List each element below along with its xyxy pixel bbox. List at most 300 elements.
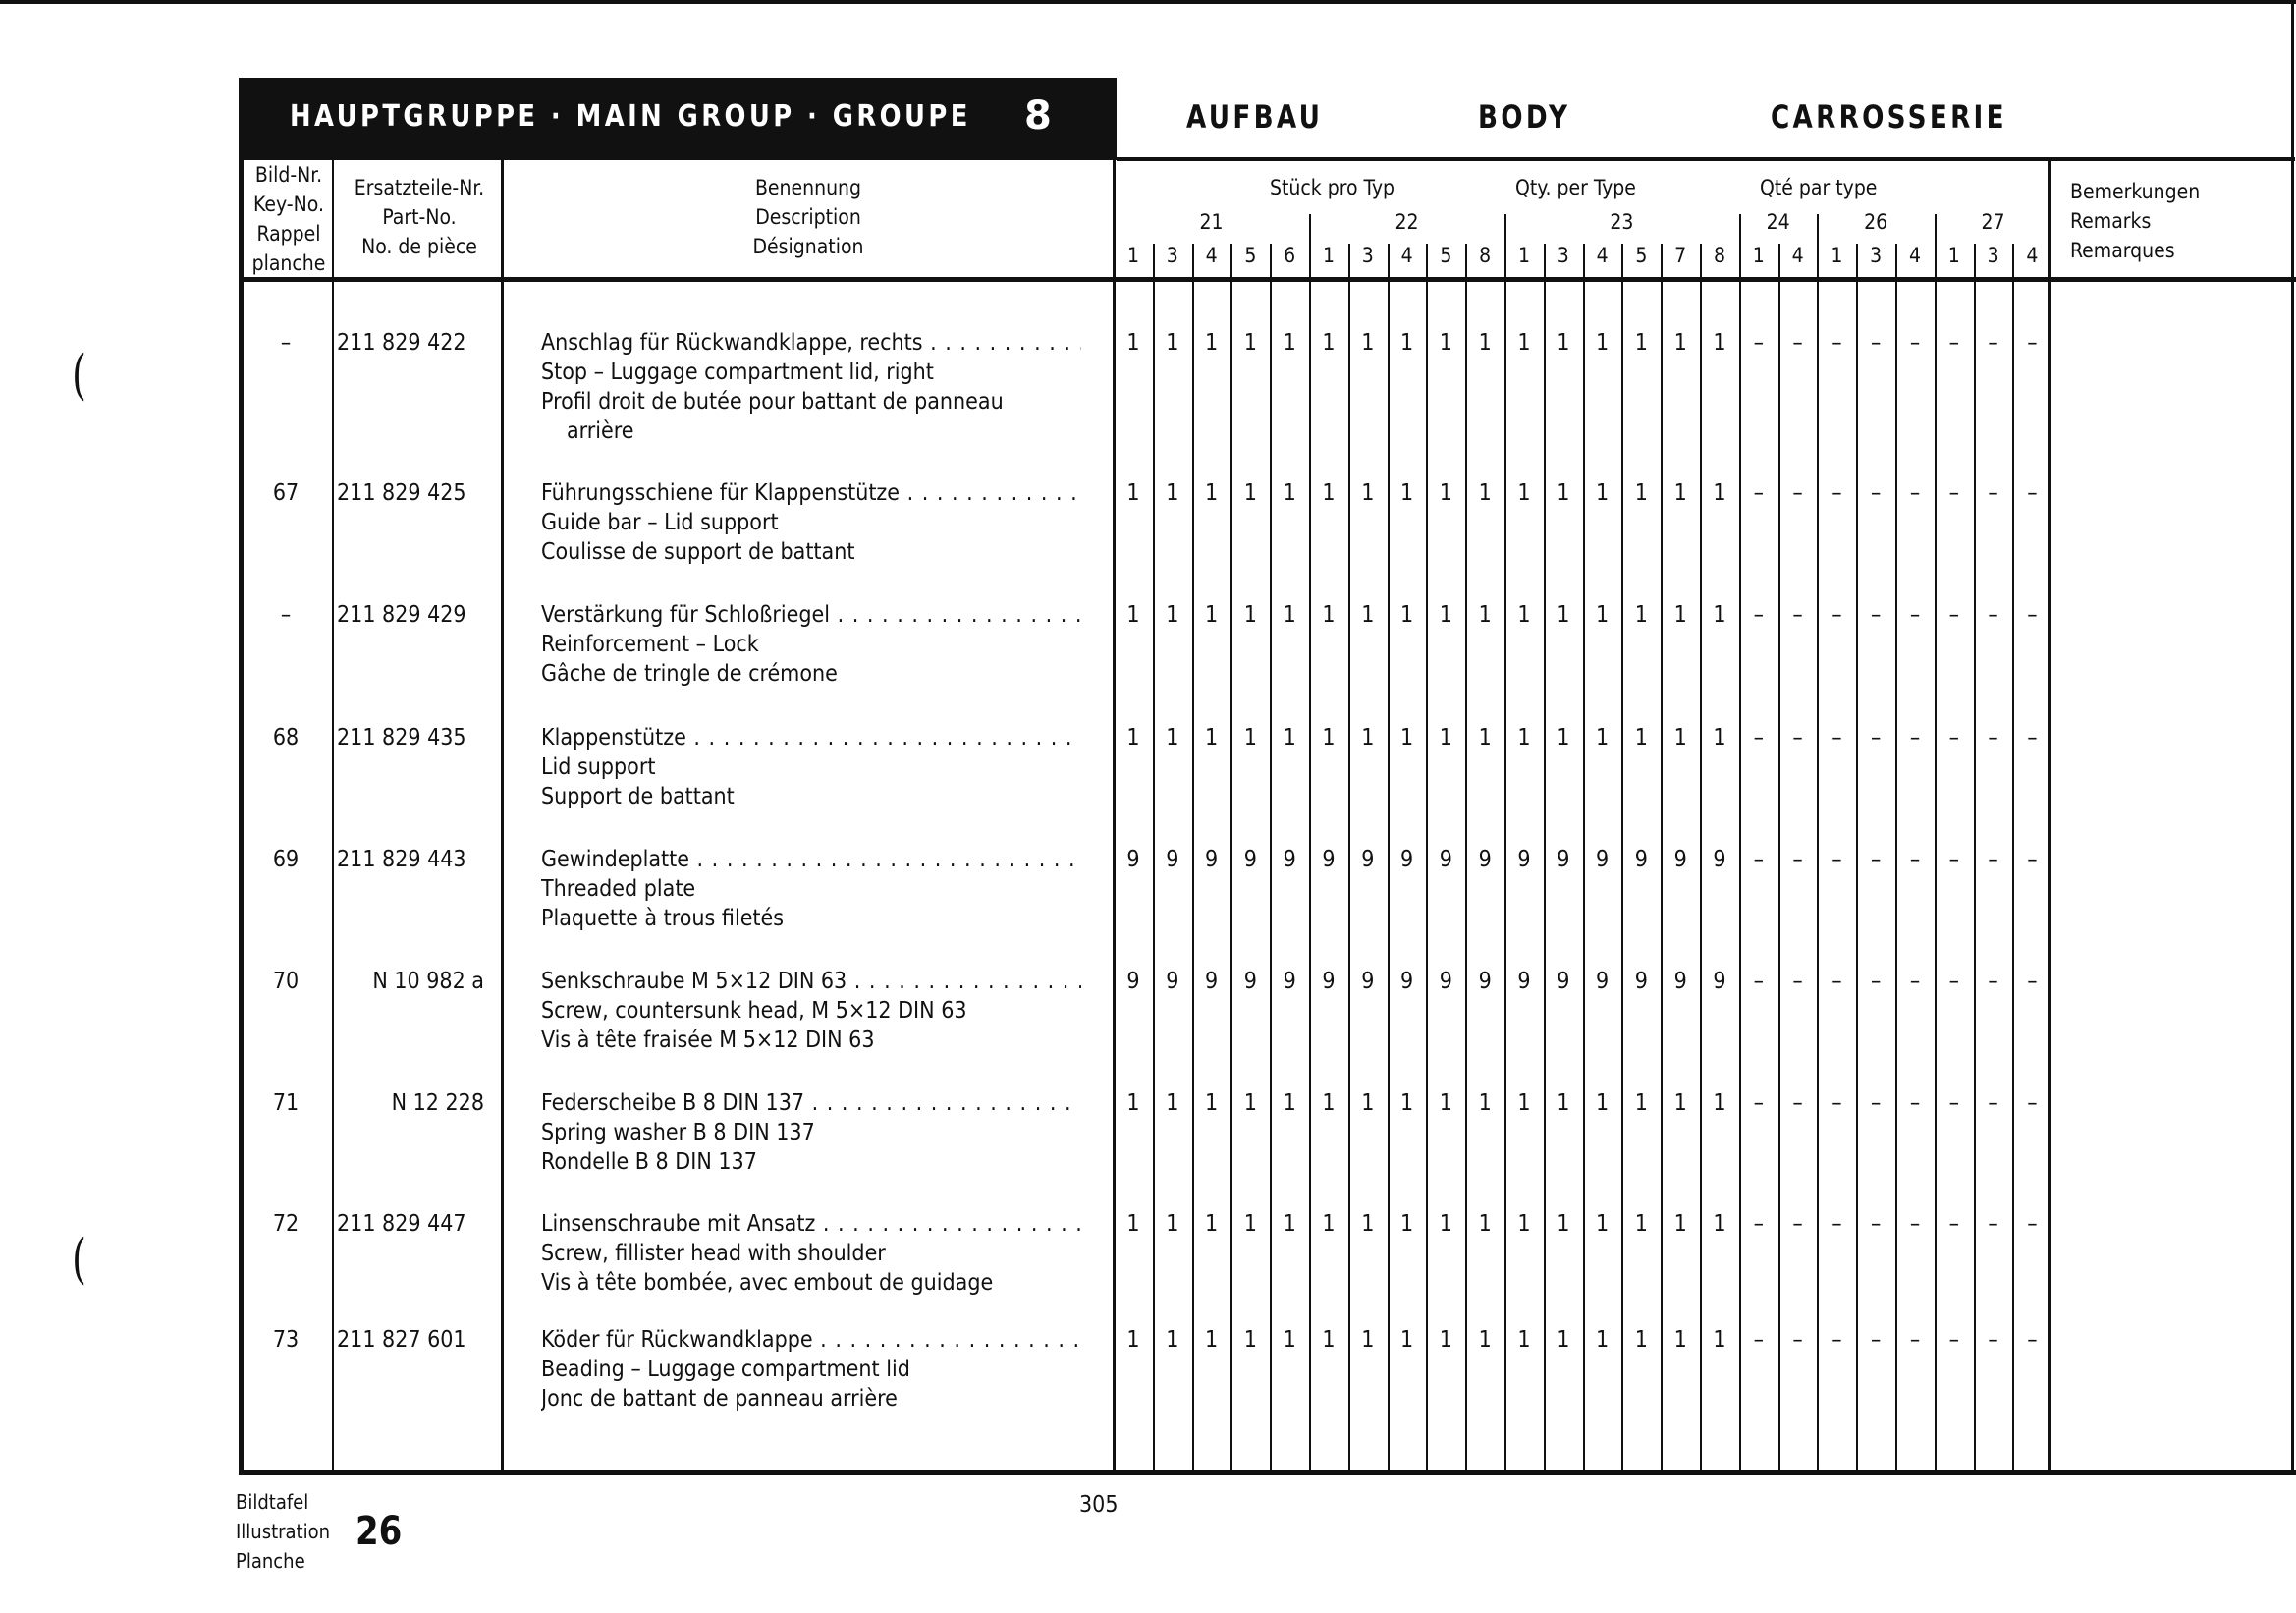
qty-cell: 1 <box>1478 725 1492 751</box>
qty-cell: – <box>1871 969 1882 994</box>
qty-cell: 1 <box>1283 480 1296 506</box>
qty-cell: 9 <box>1478 847 1492 872</box>
qty-cell: – <box>1831 480 1842 506</box>
qty-cell: 1 <box>1634 725 1648 751</box>
qty-cell: 1 <box>1322 1211 1336 1237</box>
qty-cell: 1 <box>1322 725 1336 751</box>
qty-cell: 1 <box>1673 330 1687 356</box>
qty-cell: 9 <box>1478 969 1492 994</box>
qty-cell: – <box>1871 330 1882 356</box>
qty-cell: – <box>1988 969 1998 994</box>
description-fr: Vis à tête fraisée M 5×12 DIN 63 <box>541 1028 875 1053</box>
qty-cell: 1 <box>1126 1090 1140 1116</box>
qty-cell: 1 <box>1166 1211 1179 1237</box>
qty-cell: 1 <box>1596 480 1610 506</box>
qty-cell: 1 <box>1126 1211 1140 1237</box>
qty-cell: 9 <box>1166 847 1179 872</box>
table-bottom-rule <box>239 1470 2296 1475</box>
scan-top-edge <box>0 0 2296 4</box>
qty-cell: 1 <box>1596 602 1610 628</box>
qty-cell: – <box>1948 602 1959 628</box>
key-number: – <box>280 330 292 356</box>
type-group-22: 22 <box>1394 210 1419 234</box>
qty-cell: 1 <box>1634 480 1648 506</box>
key-number: 70 <box>272 969 300 994</box>
qty-cell: – <box>1909 480 1921 506</box>
qty-cell: 1 <box>1283 602 1296 628</box>
subtype-22-1: 1 <box>1322 244 1336 267</box>
type-group-24: 24 <box>1766 210 1790 234</box>
qty-cell: 1 <box>1205 330 1219 356</box>
qty-cell: 1 <box>1400 480 1414 506</box>
qty-cell: – <box>1988 330 1998 356</box>
qty-cell: – <box>1909 1327 1921 1353</box>
qty-cell: – <box>1948 1327 1959 1353</box>
qty-cell: – <box>1988 1327 1998 1353</box>
qty-cell: 1 <box>1517 1090 1531 1116</box>
description-en: Reinforcement – Lock <box>541 632 759 657</box>
qty-cell: 1 <box>1673 725 1687 751</box>
qty-cell: 1 <box>1283 725 1296 751</box>
binder-hole-mark: ( <box>72 1228 86 1290</box>
qty-cell: 9 <box>1517 847 1531 872</box>
header-bottom-rule <box>239 277 2296 282</box>
qty-cell: 1 <box>1400 602 1414 628</box>
qty-cell: 1 <box>1400 725 1414 751</box>
qty-cell: 1 <box>1557 725 1570 751</box>
qty-cell: 1 <box>1439 480 1452 506</box>
type-group-26: 26 <box>1864 210 1888 234</box>
qty-cell: 1 <box>1283 1211 1296 1237</box>
description-de: Senkschraube M 5×12 DIN 63 . . . <box>541 967 1081 996</box>
qty-cell: 1 <box>1713 602 1726 628</box>
description <box>541 478 1081 567</box>
description <box>541 328 1081 446</box>
qty-cell: 1 <box>1166 330 1179 356</box>
qty-cell: 1 <box>1517 480 1531 506</box>
qty-cell: 1 <box>1478 1327 1492 1353</box>
description <box>541 723 1081 811</box>
qty-cell: 1 <box>1634 602 1648 628</box>
qty-cell: 1 <box>1634 330 1648 356</box>
qty-cell: 9 <box>1126 969 1140 994</box>
qty-cell: – <box>1948 969 1959 994</box>
qty-cell: 1 <box>1243 1327 1257 1353</box>
qty-cell: 1 <box>1557 480 1570 506</box>
qty-cell: 1 <box>1322 1090 1336 1116</box>
qty-cell: – <box>1988 847 1998 872</box>
subtype-22-5: 5 <box>1440 244 1452 267</box>
description-de: Anschlag für Rückwandklappe, rechts . . . <box>541 328 1081 358</box>
subtype-27-1: 1 <box>1947 244 1960 267</box>
qty-cell: – <box>1831 1211 1842 1237</box>
qty-cell: 1 <box>1205 1327 1219 1353</box>
subtype-24-4: 4 <box>1791 244 1804 267</box>
subtype-21-5: 5 <box>1244 244 1257 267</box>
table-left-border <box>239 78 244 1475</box>
subtype-23-1: 1 <box>1517 244 1531 267</box>
qty-cell: 1 <box>1439 1090 1452 1116</box>
part-number: N 12 228 <box>391 1090 484 1116</box>
type-group-27: 27 <box>1981 210 2005 234</box>
subtype-26-3: 3 <box>1870 244 1883 267</box>
table-right-border <box>2291 0 2294 1475</box>
qty-cell: – <box>1909 969 1921 994</box>
qty-cell: 1 <box>1400 1327 1414 1353</box>
subtype-26-4: 4 <box>1908 244 1922 267</box>
qty-cell: 1 <box>1322 602 1336 628</box>
description-de: Verstärkung für Schloßriegel . . . <box>541 600 1081 630</box>
qty-cell: – <box>1988 1211 1998 1237</box>
qty-cell: – <box>1831 725 1842 751</box>
qty-cell: 1 <box>1400 330 1414 356</box>
qty-cell: 1 <box>1205 1211 1219 1237</box>
qty-cell: 1 <box>1205 480 1219 506</box>
qty-cell: 1 <box>1283 1090 1296 1116</box>
qty-cell: 1 <box>1439 1211 1452 1237</box>
qty-cell: 9 <box>1439 847 1452 872</box>
subtype-24-1: 1 <box>1752 244 1765 267</box>
qty-cell: – <box>1753 725 1764 751</box>
description-fr: Rondelle B 8 DIN 137 <box>541 1149 757 1175</box>
qty-cell: – <box>1871 480 1882 506</box>
description <box>541 1325 1081 1414</box>
qty-cell: 1 <box>1596 725 1610 751</box>
qty-cell: 1 <box>1596 1090 1610 1116</box>
remarks-column-header: Bemerkungen Remarks Remarques <box>2070 180 2201 262</box>
description-de: Köder für Rückwandklappe . . . <box>541 1325 1081 1355</box>
qty-cell: – <box>1909 725 1921 751</box>
qty-cell: 9 <box>1673 969 1687 994</box>
key-number: 73 <box>272 1327 300 1353</box>
qty-cell: – <box>1948 1211 1959 1237</box>
description <box>541 1209 1081 1298</box>
qty-cell: – <box>1909 330 1921 356</box>
subtype-27-4: 4 <box>2026 244 2039 267</box>
qty-cell: 1 <box>1322 1327 1336 1353</box>
qty-cell: 1 <box>1322 480 1336 506</box>
qty-cell: – <box>1753 1327 1764 1353</box>
qty-cell: 1 <box>1166 480 1179 506</box>
description-de: Federscheibe B 8 DIN 137 . . . <box>541 1088 1081 1118</box>
subtype-21-1: 1 <box>1126 244 1140 267</box>
qty-cell: 1 <box>1166 725 1179 751</box>
qty-cell: 1 <box>1243 602 1257 628</box>
qty-cell: 9 <box>1673 847 1687 872</box>
subtype-26-1: 1 <box>1831 244 1843 267</box>
qty-cell: 1 <box>1557 1090 1570 1116</box>
qty-cell: – <box>1988 1090 1998 1116</box>
part-number: N 10 982 a <box>372 969 484 994</box>
qty-cell: – <box>1909 847 1921 872</box>
qty-cell: 1 <box>1361 1090 1375 1116</box>
qty-cell: – <box>1948 1090 1959 1116</box>
qty-cell: – <box>1792 1327 1803 1353</box>
qty-cell: 9 <box>1205 969 1219 994</box>
type-group-21: 21 <box>1199 210 1224 234</box>
qty-cell: 1 <box>1557 1327 1570 1353</box>
type-group-23: 23 <box>1610 210 1634 234</box>
qty-cell: 1 <box>1557 602 1570 628</box>
key-column-header: Bild-Nr. Key-No. Rappel planche <box>251 163 326 275</box>
binder-hole-mark: ( <box>72 344 86 406</box>
description-en: Screw, countersunk head, M 5×12 DIN 63 <box>541 998 967 1024</box>
qty-cell: 1 <box>1166 602 1179 628</box>
page-number: 305 <box>1079 1492 1119 1518</box>
qty-cell: – <box>1871 602 1882 628</box>
qty-cell: 9 <box>1400 969 1414 994</box>
description-fr: Plaquette à trous filetés <box>541 906 785 931</box>
qty-cell: 1 <box>1673 1327 1687 1353</box>
key-number: 68 <box>272 725 300 751</box>
part-number: 211 827 601 <box>337 1327 466 1353</box>
description-fr: Gâche de tringle de crémone <box>541 661 838 687</box>
qty-cell: 1 <box>1243 480 1257 506</box>
description-fr: Vis à tête bombée, avec embout de guidage <box>541 1270 994 1296</box>
qty-cell: – <box>1792 480 1803 506</box>
description-en: Stop – Luggage compartment lid, right <box>541 360 934 385</box>
subtype-21-3: 3 <box>1166 244 1178 267</box>
subtype-27-3: 3 <box>1987 244 1999 267</box>
subtype-22-3: 3 <box>1361 244 1374 267</box>
qty-cell: 1 <box>1634 1090 1648 1116</box>
qty-cell: 1 <box>1673 1090 1687 1116</box>
qty-cell: 1 <box>1517 330 1531 356</box>
main-group-banner <box>239 78 1117 160</box>
qty-cell: – <box>1909 1211 1921 1237</box>
qty-cell: – <box>1753 969 1764 994</box>
part-number: 211 829 443 <box>337 847 466 872</box>
qty-cell: 1 <box>1361 1327 1375 1353</box>
qty-cell: 1 <box>1361 602 1375 628</box>
part-number: 211 829 435 <box>337 725 466 751</box>
qty-cell: – <box>1753 480 1764 506</box>
qty-cell: 9 <box>1713 847 1726 872</box>
description-en: Spring washer B 8 DIN 137 <box>541 1120 815 1145</box>
part-number: 211 829 429 <box>337 602 466 628</box>
qty-cell: 1 <box>1361 1211 1375 1237</box>
qty-cell: – <box>1792 1090 1803 1116</box>
qty-cell: 1 <box>1205 602 1219 628</box>
qty-cell: 1 <box>1517 602 1531 628</box>
qty-cell: 1 <box>1361 330 1375 356</box>
qty-cell: – <box>1871 725 1882 751</box>
qty-cell: – <box>1792 330 1803 356</box>
qty-cell: 1 <box>1713 480 1726 506</box>
qty-cell: – <box>1871 1327 1882 1353</box>
qty-cell: – <box>2027 1327 2038 1353</box>
qty-header-de: Stück pro Typ <box>1270 176 1394 199</box>
qty-cell: 9 <box>1243 847 1257 872</box>
description-en: Threaded plate <box>541 876 696 902</box>
qty-column-rule <box>1739 214 1741 1472</box>
subtype-23-3: 3 <box>1557 244 1569 267</box>
qty-cell: – <box>1831 1090 1842 1116</box>
qty-cell: 9 <box>1283 969 1296 994</box>
qty-cell: 1 <box>1713 1211 1726 1237</box>
remarks-left-border <box>2048 160 2051 1472</box>
qty-cell: 1 <box>1361 725 1375 751</box>
main-group-label: HAUPTGRUPPE · MAIN GROUP · GROUPE <box>290 99 971 134</box>
qty-cell: – <box>1948 847 1959 872</box>
qty-cell: 9 <box>1557 847 1570 872</box>
part-column-header: Ersatzteile-Nr. Part-No. No. de pièce <box>354 176 485 258</box>
qty-cell: 1 <box>1439 1327 1452 1353</box>
qty-cell: 1 <box>1126 1327 1140 1353</box>
qty-cell: 1 <box>1322 330 1336 356</box>
qty-cell: 1 <box>1205 1090 1219 1116</box>
qty-cell: – <box>1753 847 1764 872</box>
qty-left-border <box>1113 78 1116 1475</box>
qty-cell: – <box>1948 725 1959 751</box>
qty-cell: 9 <box>1439 969 1452 994</box>
qty-cell: – <box>2027 330 2038 356</box>
qty-cell: 9 <box>1596 969 1610 994</box>
qty-cell: 1 <box>1243 725 1257 751</box>
qty-cell: 1 <box>1478 602 1492 628</box>
key-number: 72 <box>272 1211 300 1237</box>
qty-cell: – <box>1753 1211 1764 1237</box>
qty-cell: 9 <box>1517 969 1531 994</box>
description-de: Klappenstütze . . . <box>541 723 1081 752</box>
qty-cell: 9 <box>1713 969 1726 994</box>
qty-cell: – <box>1831 330 1842 356</box>
description-fr: Support de battant <box>541 784 735 809</box>
qty-cell: 1 <box>1713 725 1726 751</box>
qty-cell: 9 <box>1557 969 1570 994</box>
qty-cell: 1 <box>1517 1327 1531 1353</box>
qty-cell: – <box>1792 602 1803 628</box>
part-number: 211 829 422 <box>337 330 466 356</box>
description-fr: Jonc de battant de panneau arrière <box>541 1386 898 1412</box>
qty-cell: 1 <box>1634 1211 1648 1237</box>
qty-cell: 1 <box>1713 330 1726 356</box>
qty-cell: 1 <box>1205 725 1219 751</box>
qty-cell: – <box>2027 480 2038 506</box>
qty-cell: 1 <box>1673 602 1687 628</box>
qty-cell: 1 <box>1400 1090 1414 1116</box>
qty-cell: 1 <box>1439 330 1452 356</box>
qty-cell: – <box>1909 1090 1921 1116</box>
description-en: Lid support <box>541 754 656 780</box>
qty-cell: 9 <box>1634 847 1648 872</box>
qty-cell: – <box>1871 847 1882 872</box>
description-fr: Coulisse de support de battant <box>541 539 855 565</box>
subtype-23-5: 5 <box>1635 244 1648 267</box>
qty-cell: 9 <box>1166 969 1179 994</box>
description-en: Screw, fillister head with shoulder <box>541 1241 886 1266</box>
qty-cell: 1 <box>1478 480 1492 506</box>
qty-cell: – <box>1988 480 1998 506</box>
qty-cell: 1 <box>1126 725 1140 751</box>
qty-cell: – <box>2027 725 2038 751</box>
qty-cell: 1 <box>1713 1090 1726 1116</box>
description-en: Beading – Luggage compartment lid <box>541 1357 910 1382</box>
qty-cell: – <box>1948 480 1959 506</box>
subtype-23-7: 7 <box>1674 244 1687 267</box>
qty-cell: – <box>2027 969 2038 994</box>
part-desc-divider <box>501 160 504 1472</box>
part-number: 211 829 447 <box>337 1211 466 1237</box>
qty-column-rule <box>1309 214 1311 1472</box>
description-fr: arrière <box>567 418 634 444</box>
subtype-21-6: 6 <box>1284 244 1296 267</box>
qty-cell: 1 <box>1596 1327 1610 1353</box>
qty-cell: – <box>1988 725 1998 751</box>
qty-cell: 9 <box>1596 847 1610 872</box>
qty-cell: – <box>1831 1327 1842 1353</box>
qty-cell: 1 <box>1126 330 1140 356</box>
illustration-label: Bildtafel Illustration Planche <box>236 1490 331 1573</box>
key-part-divider <box>332 160 334 1472</box>
description <box>541 1088 1081 1177</box>
qty-cell: 1 <box>1243 1090 1257 1116</box>
qty-cell: 1 <box>1243 330 1257 356</box>
qty-cell: 1 <box>1478 1211 1492 1237</box>
qty-cell: 9 <box>1322 969 1336 994</box>
qty-cell: – <box>1753 330 1764 356</box>
qty-cell: 1 <box>1634 1327 1648 1353</box>
qty-cell: 1 <box>1596 330 1610 356</box>
header-band-bottom-rule <box>1117 157 2295 161</box>
subtype-22-4: 4 <box>1400 244 1413 267</box>
qty-cell: 1 <box>1283 1327 1296 1353</box>
qty-cell: 9 <box>1126 847 1140 872</box>
qty-cell: 9 <box>1205 847 1219 872</box>
qty-cell: – <box>1831 847 1842 872</box>
subtype-21-4: 4 <box>1205 244 1218 267</box>
qty-cell: – <box>1792 1211 1803 1237</box>
qty-cell: 1 <box>1557 330 1570 356</box>
qty-cell: – <box>2027 847 2038 872</box>
qty-cell: – <box>1753 1090 1764 1116</box>
qty-cell: 1 <box>1713 1327 1726 1353</box>
main-group-number: 8 <box>1024 93 1052 139</box>
key-number: 71 <box>272 1090 300 1116</box>
qty-cell: – <box>1988 602 1998 628</box>
qty-cell: 1 <box>1126 602 1140 628</box>
qty-cell: 1 <box>1517 725 1531 751</box>
qty-cell: 1 <box>1166 1090 1179 1116</box>
qty-cell: 1 <box>1673 480 1687 506</box>
qty-cell: – <box>2027 602 2038 628</box>
subtype-22-8: 8 <box>1479 244 1492 267</box>
qty-cell: 9 <box>1243 969 1257 994</box>
section-title-en: BODY <box>1478 98 1571 136</box>
description <box>541 600 1081 689</box>
qty-cell: 9 <box>1400 847 1414 872</box>
qty-header-en: Qty. per Type <box>1515 176 1636 199</box>
qty-cell: – <box>2027 1090 2038 1116</box>
description <box>541 845 1081 933</box>
description-de: Führungsschiene für Klappenstütze . . . <box>541 478 1081 508</box>
qty-cell: 9 <box>1361 969 1375 994</box>
description-en: Guide bar – Lid support <box>541 510 779 535</box>
key-number: – <box>280 602 292 628</box>
description-de: Linsenschraube mit Ansatz . . . <box>541 1209 1081 1239</box>
qty-column-rule <box>1504 214 1506 1472</box>
section-title-fr: CARROSSERIE <box>1771 98 2007 136</box>
qty-cell: 1 <box>1283 330 1296 356</box>
key-number: 69 <box>272 847 300 872</box>
description <box>541 967 1081 1055</box>
qty-cell: 1 <box>1673 1211 1687 1237</box>
qty-cell: – <box>1792 725 1803 751</box>
description-de: Gewindeplatte . . . <box>541 845 1081 874</box>
description-column-header: Benennung Description Désignation <box>752 176 864 258</box>
qty-cell: – <box>1831 602 1842 628</box>
qty-cell: 9 <box>1322 847 1336 872</box>
